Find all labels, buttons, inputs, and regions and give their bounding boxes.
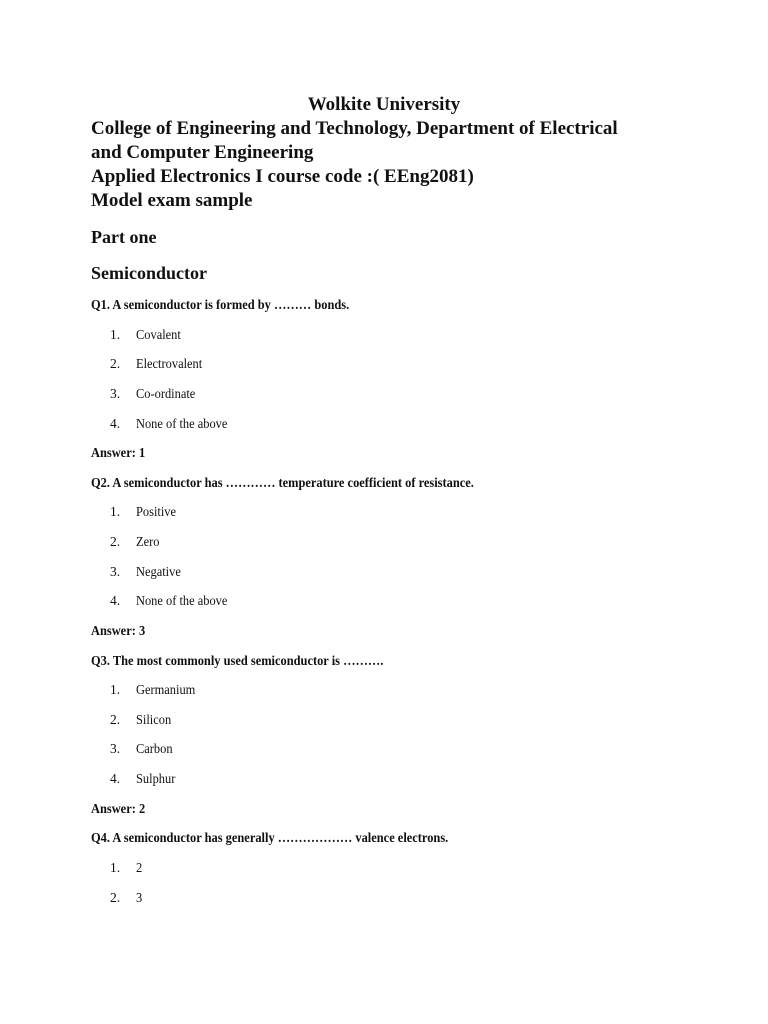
list-item: 2. Zero	[110, 534, 160, 549]
section-heading: Semiconductor	[91, 263, 207, 283]
question-4: Q4. A semiconductor has generally ……………… valence electrons.	[91, 830, 449, 845]
college-line-1: College of Engineering and Technology, Department of Electrical	[91, 118, 618, 139]
list-item: 1. Covalent	[110, 327, 181, 342]
list-item: 2. 3	[110, 890, 143, 905]
part-heading: Part one	[91, 227, 157, 247]
answer-1: Answer: 1	[91, 445, 146, 460]
list-item: 3. Co-ordinate	[110, 386, 196, 401]
list-item: 2. Silicon	[110, 712, 172, 727]
list-item: 1. Germanium	[110, 682, 196, 697]
list-item: 1. 2	[110, 860, 143, 875]
question-1: Q1. A semiconductor is formed by ……… bonds.	[91, 297, 350, 312]
college-line-2: and Computer Engineering	[91, 142, 314, 163]
list-item: 4. None of the above	[110, 416, 228, 431]
answer-2: Answer: 3	[91, 623, 146, 638]
course-line: Applied Electronics I course code :( EEng2081)	[91, 166, 474, 187]
answer-3: Answer: 2	[91, 801, 146, 816]
list-item: 1. Positive	[110, 504, 177, 519]
list-item: 3. Negative	[110, 564, 181, 579]
question-2: Q2. A semiconductor has ………… temperature coefficient of resistance.	[91, 475, 474, 490]
list-item: 4. Sulphur	[110, 771, 176, 786]
university-title: Wolkite University	[307, 94, 461, 115]
exam-line: Model exam sample	[91, 190, 253, 211]
list-item: 3. Carbon	[110, 741, 173, 756]
question-3: Q3. The most commonly used semiconductor is ……….	[91, 653, 384, 668]
list-item: 4. None of the above	[110, 593, 228, 608]
list-item: 2. Electrovalent	[110, 356, 203, 371]
